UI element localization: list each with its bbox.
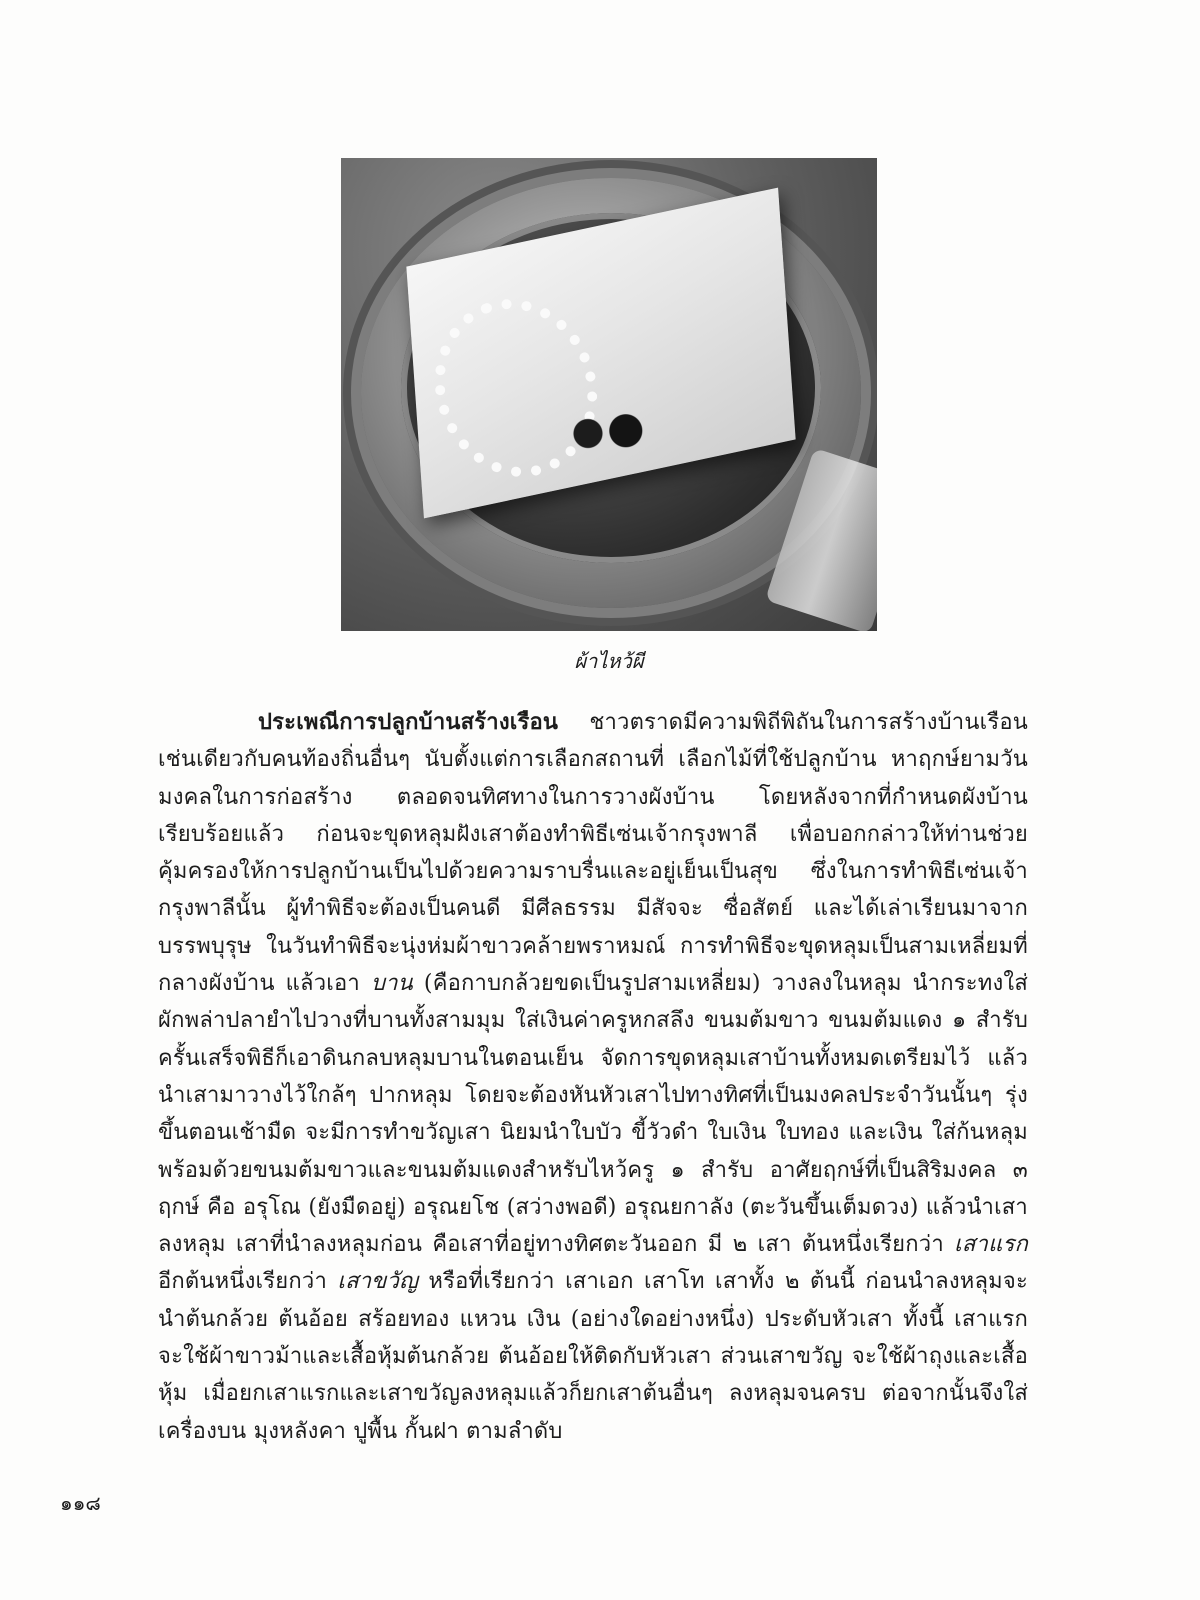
article-text-part-1: ชาวตราดมีความพิถีพิถันในการสร้างบ้านเรือนเช่นเดียวกับคนท้องถิ่นอื่นๆ นับตั้งแต่การเลือกสถานที่ เลือกไม้ที่ใช้ปลูกบ้าน หาฤกษ์ยามวันมงคลในการก่อสร้าง ตลอดจนทิศทางในการวางผังบ้าน โดยหลังจากที่กำหนดผังบ้านเรียบร้อยแล้ว ก่อนจะขุดหลุมฝังเสาต้องทำพิธีเซ่นเจ้ากรุงพาลี เพื่อบอกกล่าวให้ท่านช่วยคุ้มครองให้การปลูกบ้านเป็นไปด้วยความราบรื่นและอยู่เย็นเป็นสุข ซึ่งในการทำพิธีเซ่นเจ้ากรุงพาลีนั้น ผู้ทำพิธีจะต้องเป็นคนดี มีศีลธรรม มีสัจจะ ซื่อสัตย์ และได้เล่าเรียนมาจากบรรพบุรุษ ในวันทำพิธีจะนุ่งห่มผ้าขาวคล้ายพราหมณ์ การทำพิธีจะขุดหลุมเป็นสามเหลี่ยมที่กลางผังบ้าน แล้วเอา bbox=[158, 710, 1028, 997]
ceremonial-cloth-photo bbox=[341, 158, 877, 631]
article-body bbox=[158, 704, 1028, 1450]
article-heading: ประเพณีการปลูกบ้านสร้างเรือน bbox=[258, 709, 559, 735]
article-text-part-4: หรือที่เรียกว่า เสาเอก เสาโท เสาทั้ง ๒ ต้นนี้ ก่อนนำลงหลุมจะนำต้นกล้วย ต้นอ้อย สร้อยทอง แหวน เงิน (อย่างใดอย่างหนึ่ง) ประดับหัวเสา ทั้งนี้ เสาแรก จะใช้ผ้าขาวม้าและเสื้อหุ้มต้นกล้วย ต้นอ้อยให้ติดกับหัวเสา ส่วนเสาขวัญ จะใช้ผ้าถุงและเสื้อหุ้ม เมื่อยกเสาแรกและเสาขวัญลงหลุมแล้วก็ยกเสาต้นอื่นๆ ลงหลุมจนครบ ต่อจากนั้นจึงใส่เครื่องบน มุงหลังคา ปูพื้น กั้นฝา ตามลำดับ bbox=[158, 1269, 1028, 1444]
term-sao-raek: เสาแรก bbox=[954, 1232, 1028, 1258]
article-paragraph bbox=[158, 704, 1028, 1450]
term-baan: บาน bbox=[370, 971, 413, 997]
figure-caption: ผ้าไหว้ผี bbox=[574, 649, 644, 673]
dark-flowers bbox=[561, 406, 651, 461]
article-text-part-3: อีกต้นหนึ่งเรียกว่า bbox=[158, 1269, 338, 1295]
page-number: ๑๑๘ bbox=[60, 1491, 101, 1515]
term-sao-khwan: เสาขวัญ bbox=[337, 1269, 419, 1295]
article-text-part-2: (คือกาบกล้วยขดเป็นรูปสามเหลี่ยม) วางลงในหลุม นำกระทงใส่ผักพล่าปลายำไปวางที่บานทั้งสามมุม ใส่เงินค่าครูหกสลึง ขนมต้มขาว ขนมต้มแดง ๑ สำรับ ครั้นเสร็จพิธีก็เอาดินกลบหลุมบานในตอนเย็น จัดการขุดหลุมเสาบ้านทั้งหมดเตรียมไว้ แล้วนำเสามาวางไว้ใกล้ๆ ปากหลุม โดยจะต้องหันหัวเสาไปทางทิศที่เป็นมงคลประจำวันนั้นๆ รุ่งขึ้นตอนเช้ามืด จะมีการทำขวัญเสา นิยมนำใบบัว ขี้วัวดำ ใบเงิน ใบทอง และเงิน ใส่ก้นหลุม พร้อมด้วยขนมต้มขาวและขนมต้มแดงสำหรับไหว้ครู ๑ สำรับ อาศัยฤกษ์ที่เป็นสิริมงคล ๓ ฤกษ์ คือ อรุโณ (ยังมืดอยู่) อรุณยโช (สว่างพอดี) อรุณยกาลัง (ตะวันขึ้นเต็มดวง) แล้วนำเสาลงหลุม เสาที่นำลงหลุมก่อน คือเสาที่อยู่ทางทิศตะวันออก มี ๒ เสา ต้นหนึ่งเรียกว่า bbox=[158, 971, 1028, 1258]
